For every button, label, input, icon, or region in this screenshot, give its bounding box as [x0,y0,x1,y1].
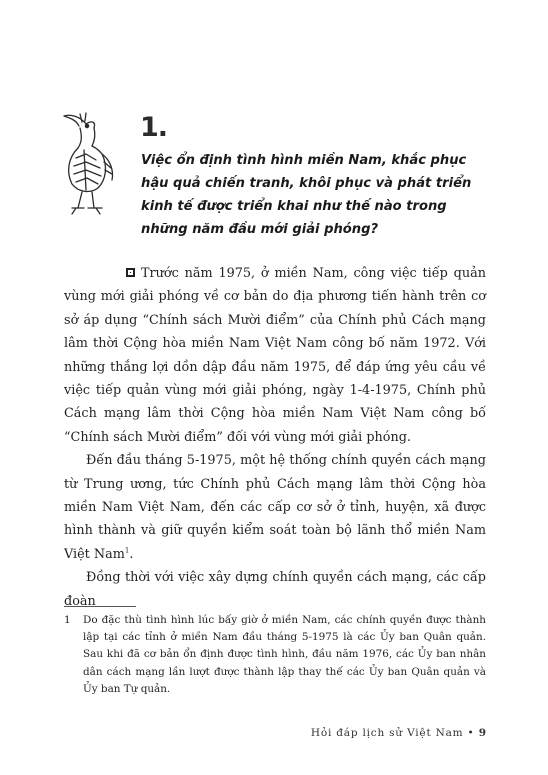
paragraph-text: Trước năm 1975, ở miền Nam, công việc tiếp quản vùng mới giải phóng về cơ bản do địa phương tiến hành trên cơ sở áp dụng “Chính sách Mười điểm” của Chính phủ Cách mạng lâm thời Cộng hòa miền Nam Việt Nam công bố năm 1972. Với những thắng lợi dồn dập đầu năm 1975, để đáp ứng yêu cầu về việc tiếp quản vùng mới giải phóng, ngày 1-4-1975, Chính phủ Cách mạng lâm thời Cộng hòa miền Nam Việt Nam công bố “Chính sách Mười điểm” đối với vùng mới giải phóng. [64,266,486,445]
footnote-number: 1 [64,614,71,626]
paragraph [64,262,486,449]
running-title: Hỏi đáp lịch sử Việt Nam [310,727,464,739]
footer-separator: • [467,727,475,739]
paragraph-text: Đồng thời với việc xây dựng chính quyền cách mạng, các cấp đoàn [64,570,486,609]
footnote-reference[interactable]: 1 [124,546,130,555]
question-title: Việc ổn định tình hình miền Nam, khắc phục hậu quả chiến tranh, khôi phục và phát triển kinh tế được triển khai như thế nào trong những năm đầu mới giải phóng? [141,153,472,237]
bird-motif-icon [56,110,118,218]
page-number: 9 [478,727,486,739]
body-text [64,262,486,613]
paragraph-text: Đến đầu tháng 5-1975, một hệ thống chính quyền cách mạng từ Trung ương, tức Chính phủ Cách mạng lâm thời Cộng hòa miền Nam Việt Nam, đến các cấp cơ sở ở tỉnh, huyện, xã được hình thành và giữ quyền kiểm soát toàn bộ lãnh thổ miền Nam Việt Nam [64,453,486,562]
question-number: 1. [140,112,168,143]
footnote-divider [64,606,136,607]
paragraph [64,449,486,566]
footnote [64,612,486,698]
footnote-text: Do đặc thù tình hình lúc bấy giờ ở miền Nam, các chính quyền được thành lập tại các tỉnh ở miền Nam đầu tháng 5-1975 là các Ủy ban Quân quản. Sau khi đã cơ bản ổn định được tình hình, đầu năm 1976, các Ủy ban nhân dân cách mạng lần lượt được thành lập thay thế các Ủy ban Quân quản và Ủy ban Tự quản. [83,614,486,695]
square-bullet-icon [126,268,135,277]
page-footer [311,727,486,739]
paragraph-text-end: . [129,546,134,562]
